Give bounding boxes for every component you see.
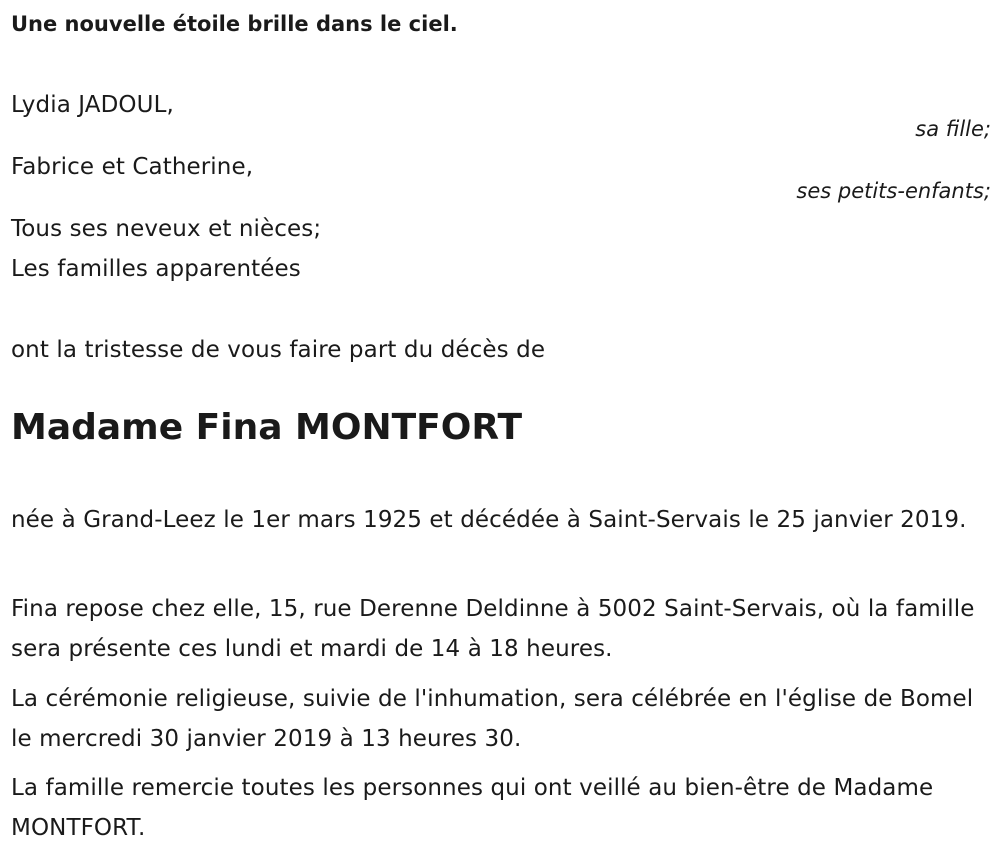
family-relation-daughter: sa fille; bbox=[915, 117, 991, 141]
deceased-name: Madame Fina MONTFORT bbox=[11, 407, 522, 448]
ceremony-paragraph: La cérémonie religieuse, suivie de l'inhumation, sera célébrée en l'église de Bomel le mercredi 30 janvier 2019 à 13 heures 30. bbox=[11, 686, 974, 752]
visitation-paragraph: Fina repose chez elle, 15, rue Derenne Deldinne à 5002 Saint-Servais, où la famille sera présente ces lundi et mardi de 14 à 18 heures. bbox=[11, 596, 975, 662]
thanks-paragraph: La famille remercie toutes les personnes qui ont veillé au bien-être de Madame MONTFORT. bbox=[11, 775, 934, 841]
family-relation-grandchildren: ses petits-enfants; bbox=[796, 179, 991, 203]
others-line-nephews: Tous ses neveux et nièces; bbox=[11, 216, 322, 242]
others-line-families: Les familles apparentées bbox=[11, 256, 301, 282]
announcement-text: ont la tristesse de vous faire part du décès de bbox=[11, 337, 546, 363]
family-member-name-daughter: Lydia JADOUL, bbox=[11, 92, 174, 118]
intro-title: Une nouvelle étoile brille dans le ciel. bbox=[11, 12, 458, 36]
family-member-name-grandchildren: Fabrice et Catherine, bbox=[11, 154, 254, 180]
birth-death-paragraph: née à Grand-Leez le 1er mars 1925 et décédée à Saint-Servais le 25 janvier 2019. bbox=[11, 507, 967, 533]
